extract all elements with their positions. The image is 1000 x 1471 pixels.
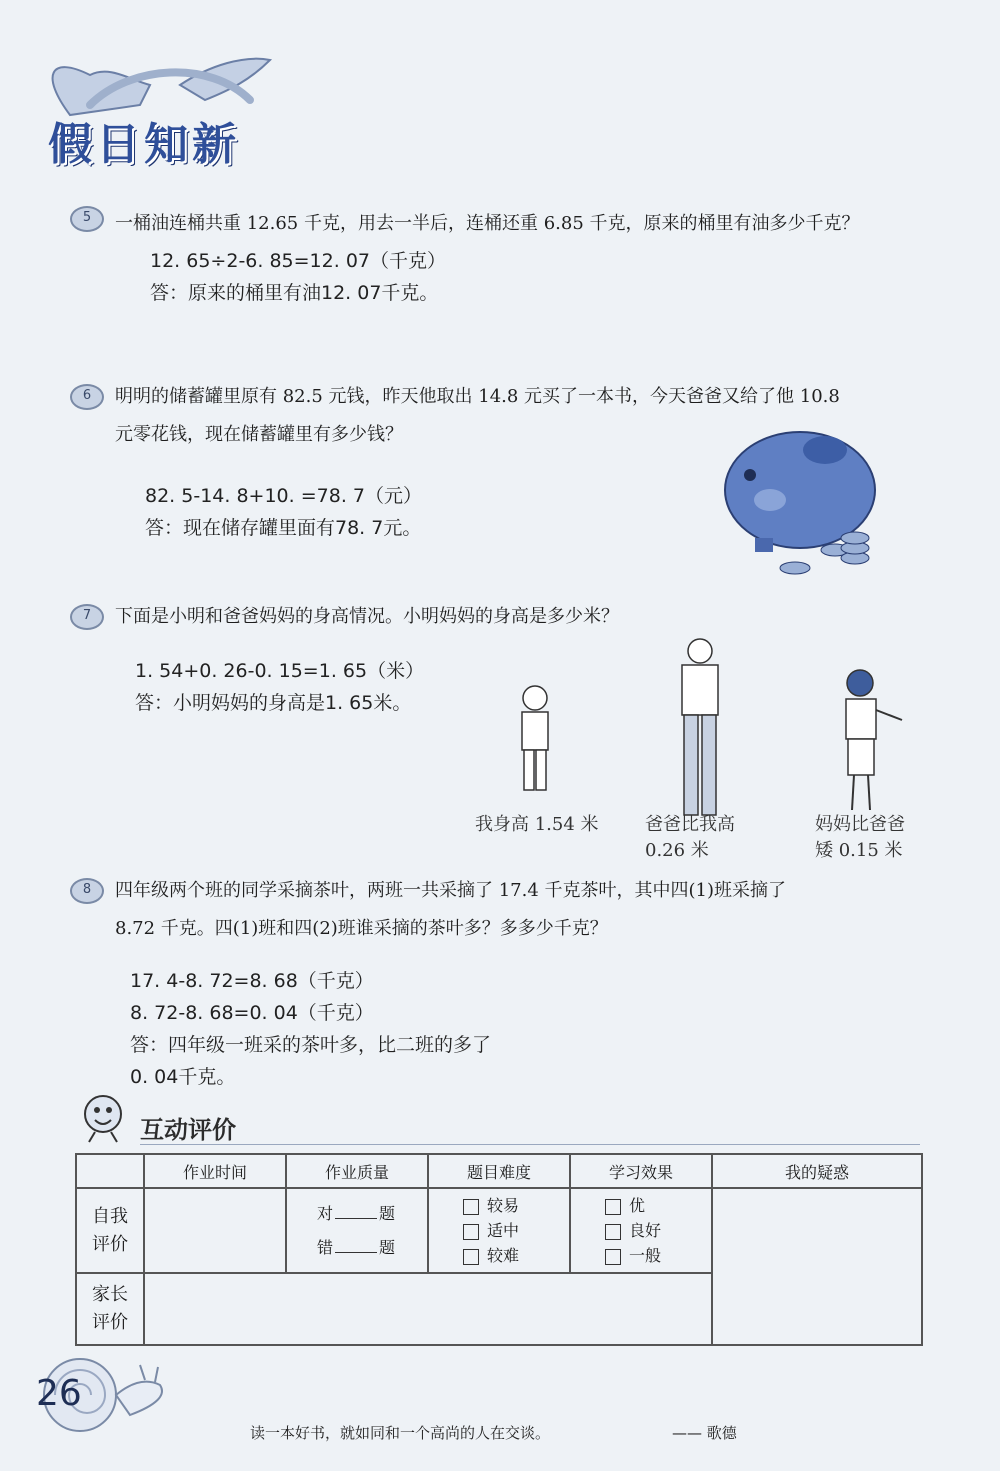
my-doubts-input[interactable]: [712, 1188, 922, 1345]
question-6-text: 明明的储蓄罐里原有 82.5 元钱，昨天他取出 14.8 元买了一本书，今天爸爸又给了他 10.8 元零花钱，现在储蓄罐里有多少钱？: [115, 386, 840, 445]
wrong-count-field[interactable]: 错 题: [317, 1237, 396, 1257]
header-learning-effect: 学习效果: [570, 1154, 712, 1188]
header-homework-quality: 作业质量: [286, 1154, 428, 1188]
difficulty-hard-checkbox[interactable]: 较难: [429, 1243, 569, 1268]
self-eval-label: 自我 评价: [76, 1188, 144, 1273]
parent-eval-input[interactable]: [144, 1273, 712, 1345]
question-6-answer: 82. 5-14. 8+10. =78. 7（元） 答：现在储存罐里面有78. 7元。: [145, 485, 422, 539]
piggy-bank-illustration: [715, 420, 895, 580]
divider-line: [140, 1144, 920, 1145]
table-corner-cell: [76, 1154, 144, 1188]
question-number-icon: 7: [70, 604, 104, 630]
question-number-icon: 6: [70, 384, 104, 410]
smiley-mascot-icon: [75, 1090, 135, 1145]
father-caption: 爸爸比我高 0.26 米: [645, 814, 735, 861]
homework-time-input[interactable]: [144, 1188, 286, 1273]
effect-excellent-checkbox[interactable]: 优: [571, 1193, 711, 1218]
footer-author: —— 歌德: [672, 1424, 737, 1442]
effect-good-checkbox[interactable]: 良好: [571, 1218, 711, 1243]
page-number: 26: [36, 1373, 82, 1414]
mother-caption: 妈妈比爸爸 矮 0.15 米: [815, 814, 905, 861]
effect-average-checkbox[interactable]: 一般: [571, 1243, 711, 1268]
question-7-answer: 1. 54+0. 26-0. 15=1. 65（米） 答：小明妈妈的身高是1. 65米。: [135, 660, 425, 714]
correct-count-field[interactable]: 对 题: [317, 1203, 396, 1223]
question-5-answer: 12. 65÷2-6. 85=12. 07（千克） 答：原来的桶里有油12. 07千克。: [150, 250, 446, 304]
difficulty-easy-checkbox[interactable]: 较易: [429, 1193, 569, 1218]
footer-quote: 读一本好书，就如同和一个高尚的人在交谈。: [250, 1424, 551, 1442]
question-8-answer: 17. 4-8. 72=8. 68（千克） 8. 72-8. 68=0. 04（千克） 答：四年级一班采的茶叶多，比二班的多了 0. 04千克。: [130, 970, 492, 1088]
effect-options: [570, 1188, 712, 1273]
logo-title: 假日知新: [48, 119, 240, 170]
question-7-text: 下面是小明和爸爸妈妈的身高情况。小明妈妈的身高是多少米？: [115, 606, 619, 627]
mother-figure: [830, 665, 910, 815]
question-5-text: 一桶油连桶共重 12.65 千克，用去一半后，连桶还重 6.85 千克，原来的桶里有油多少千克？: [115, 213, 860, 234]
question-number-icon: 5: [70, 206, 104, 232]
father-figure: [660, 635, 740, 820]
question-number-icon: 8: [70, 878, 104, 904]
evaluation-table: [75, 1153, 923, 1346]
header-difficulty: 题目难度: [428, 1154, 570, 1188]
difficulty-medium-checkbox[interactable]: 适中: [429, 1218, 569, 1243]
question-8-text: 四年级两个班的同学采摘茶叶，两班一共采摘了 17.4 千克茶叶，其中四(1)班采摘了 8.72 千克。四(1)班和四(2)班谁采摘的茶叶多？多多少千克？: [115, 880, 787, 939]
eval-section-title: 互动评价: [140, 1116, 236, 1144]
boy-caption: 我身高 1.54 米: [475, 814, 599, 835]
difficulty-options: [428, 1188, 570, 1273]
parent-eval-label: 家长 评价: [76, 1273, 144, 1345]
boy-figure: [500, 680, 570, 800]
header-my-doubts: 我的疑惑: [712, 1154, 922, 1188]
header-homework-time: 作业时间: [144, 1154, 286, 1188]
homework-quality-cell: [286, 1188, 428, 1273]
